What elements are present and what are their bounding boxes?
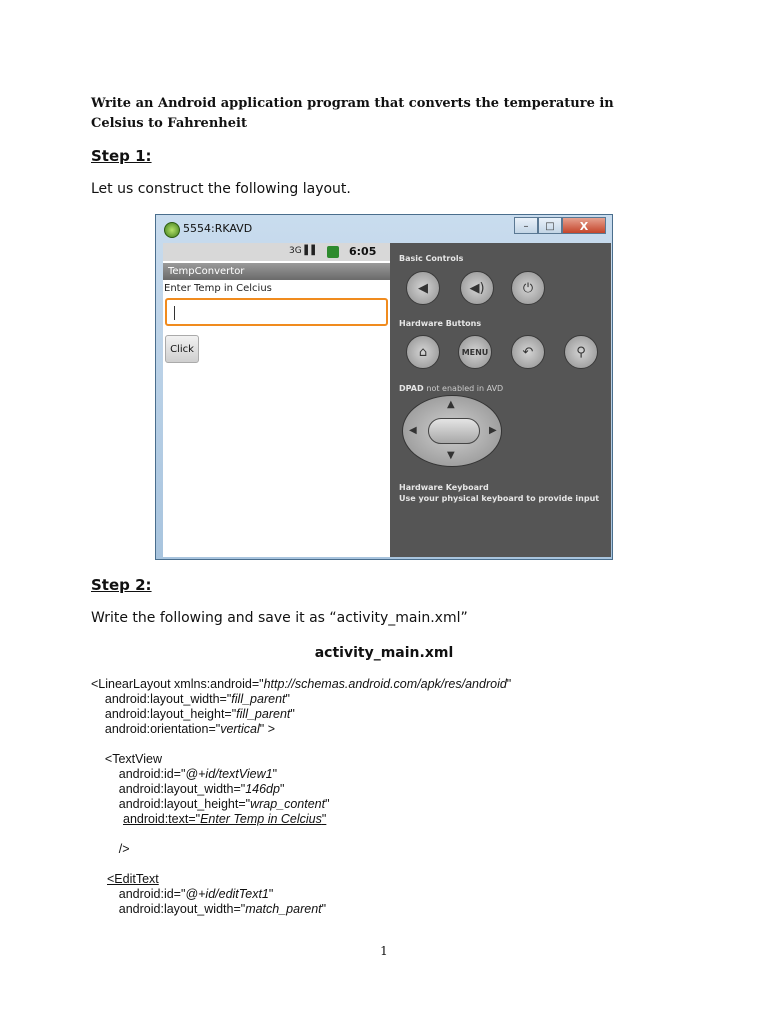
minimize-button[interactable]: – — [514, 217, 538, 234]
dpad-up-icon: ▲ — [447, 399, 455, 410]
power-icon[interactable]: ⏻ — [511, 271, 545, 305]
page-number: 1 — [380, 944, 388, 958]
close-button[interactable]: X — [562, 217, 606, 234]
android-icon — [164, 222, 180, 238]
emulator-controls-panel — [390, 243, 611, 557]
dpad-down-icon: ▼ — [447, 450, 455, 461]
temp-label: Enter Temp in Celcius — [164, 283, 272, 294]
code-line: android:layout_width="fill_parent" — [91, 692, 290, 706]
volume-down-icon[interactable]: ◀ — [406, 271, 440, 305]
code-line: /> — [91, 842, 130, 856]
code-line: <EditText — [107, 872, 159, 886]
document-title: Write an Android application program that converts the temperature in Celsius to Fahrenheit — [91, 96, 614, 131]
app-title-bar: TempConvertor — [163, 263, 390, 280]
back-icon[interactable]: ↶ — [511, 335, 545, 369]
emulator-titlebar — [156, 215, 612, 243]
dpad-right-icon: ▶ — [489, 425, 497, 436]
dpad[interactable] — [402, 395, 502, 467]
phone-screen — [163, 243, 390, 557]
code-line: <LinearLayout xmlns:android="http://schemas.android.com/apk/res/android" — [91, 677, 512, 691]
step2-text: Write the following and save it as “activity_main.xml” — [91, 610, 468, 626]
keyboard-title: Hardware Keyboard — [399, 483, 489, 492]
code-line: android:id="@+id/textView1" — [91, 767, 278, 781]
xml-heading: activity_main.xml — [314, 645, 454, 661]
dpad-center-button[interactable] — [428, 418, 480, 444]
signal-icon: 3G ▌▌ — [289, 246, 319, 256]
step2-heading: Step 2: — [91, 576, 152, 594]
dpad-left-icon: ◀ — [409, 425, 417, 436]
code-line: android:layout_width="146dp" — [91, 782, 285, 796]
maximize-button[interactable]: □ — [538, 217, 562, 234]
keyboard-desc: Use your physical keyboard to provide input — [399, 494, 600, 503]
step1-text: Let us construct the following layout. — [91, 181, 351, 197]
code-line: android:id="@+id/editText1" — [91, 887, 274, 901]
emulator-window-title: 5554:RKAVD — [183, 222, 253, 235]
status-bar — [163, 243, 390, 261]
dpad-label: DPAD not enabled in AVD — [399, 384, 504, 393]
click-button[interactable]: Click — [165, 335, 199, 363]
status-time: 6:05 — [349, 245, 377, 258]
text-caret — [174, 306, 175, 320]
code-line: android:layout_height="wrap_content" — [91, 797, 330, 811]
code-line: android:layout_height="fill_parent" — [91, 707, 295, 721]
basic-controls-label: Basic Controls — [399, 254, 464, 263]
battery-icon — [327, 246, 339, 258]
window-controls — [514, 217, 606, 235]
home-icon[interactable]: ⌂ — [406, 335, 440, 369]
code-line: <TextView — [91, 752, 162, 766]
hardware-buttons-label: Hardware Buttons — [399, 319, 482, 328]
code-line: android:text="Enter Temp in Celcius" — [123, 812, 327, 826]
menu-button[interactable]: MENU — [458, 335, 492, 369]
emulator-window — [155, 214, 613, 560]
search-icon[interactable]: ⚲ — [564, 335, 598, 369]
temp-input[interactable] — [165, 298, 388, 326]
code-line: android:orientation="vertical" > — [91, 722, 275, 736]
volume-up-icon[interactable]: ◀) — [460, 271, 494, 305]
step1-heading: Step 1: — [91, 147, 152, 165]
code-line: android:layout_width="match_parent" — [91, 902, 327, 916]
